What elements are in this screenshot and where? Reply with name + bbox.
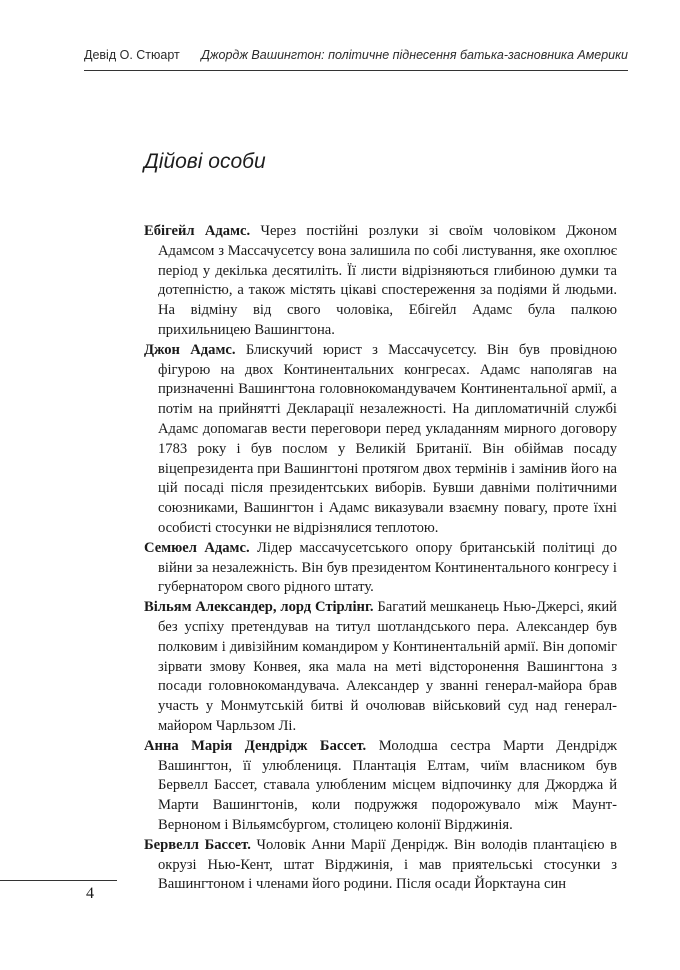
character-description: Молодша сестра Марти Дендрідж Вашингтон, її улюблениця. Плантація Елтам, чиїм власником був Бервелл Бассет, ставала улюбленим місцем відпочинку для Джорджа й Марти Вашингтонів, коли подружжя подорожувало між Маунт-Верноном і Вільямсбургом, столицею колонії Вірджинія. [158, 737, 617, 833]
character-entry-burwell-bassett [144, 836, 617, 895]
character-entry-william-alexander [144, 598, 617, 737]
character-entry-john-adams [144, 341, 617, 539]
character-list [144, 222, 617, 895]
character-name: Семюел Адамс. [144, 539, 250, 556]
character-description: Через постійні розлуки зі своїм чоловіком Джоном Адамсом з Массачусетсу вона залишила по собі листування, яке охоплює період у декілька десятиліть. Її листи відрізняються глибиною думки та дотепністю, а також містять цікаві спостереження за подіями й людьми. На відміну від свого чоловіка, Ебігейл Адамс була палкою прихильницею Вашингтона. [158, 223, 617, 338]
character-name: Ебігейл Адамс. [144, 223, 251, 239]
character-name: Джон Адамс. [144, 341, 236, 358]
character-entry-abigail-adams [144, 222, 617, 341]
character-description: Багатий мешканець Нью-Джерсі, який без успіху претендував на титул шотландського пера. Александер був полковим і дивізійним командиром у Континентальній армії. Він допоміг зірвати змову Конвея, яка мала на меті відсторонення Вашингтона з посади головнокомандувача. Александер у званні генерал-майора брав участь у Монмутській битві й очолював військовий суд над генерал-майором Чарльзом Лі. [158, 599, 617, 734]
header-book-title: Джордж Вашингтон: політичне піднесення батька-засновника Америки [201, 48, 628, 62]
character-name: Вільям Александер, лорд Стірлінг. [144, 599, 374, 616]
page-number: 4 [86, 885, 94, 902]
footer-rule [0, 880, 117, 881]
header-rule [84, 70, 628, 71]
character-name: Анна Марія Дендрідж Бассет. [144, 737, 367, 754]
character-name: Бервелл Бассет. [144, 836, 251, 853]
character-entry-samuel-adams [144, 539, 617, 598]
character-description: Лідер массачусетського опору британській політиці до війни за незалежність. Він був президентом Континентального конгресу і губернатором свого рідного штату. [158, 539, 618, 596]
running-header [84, 48, 628, 62]
section-title: Дійові особи [144, 150, 266, 173]
character-entry-anna-maria-bassett [144, 737, 617, 836]
character-description: Блискучий юрист з Массачусетсу. Він був провідною фігурою на двох Континентальних конгресах. Адамс наполягав на призначенні Вашингтона головнокомандувачем Континентальної армії, а потім на прийнятті Декларації незалежності. На дипломатичній службі Адамс допомагав вести переговори перед укладанням мирного договору 1783 року і був послом у Великій Британії. Він обіймав посаду віцепрезидента при Вашингтоні протягом двох термінів і замінив його на цій посаді після президентських виборів. Бувши давніми політичними союзниками, Вашингтон і Адамс виказували взаємну повагу, проте їхні особисті стосунки не відрізнялися теплотою. [158, 341, 617, 536]
character-description: Чоловік Анни Марії Денрідж. Він володів плантацією в окрузі Нью-Кент, штат Вірджинія, і мав приятельські стосунки з Вашингтоном і членами його родини. Після осади Йорктауна син [158, 836, 617, 893]
header-author: Девід О. Стюарт [84, 48, 180, 62]
